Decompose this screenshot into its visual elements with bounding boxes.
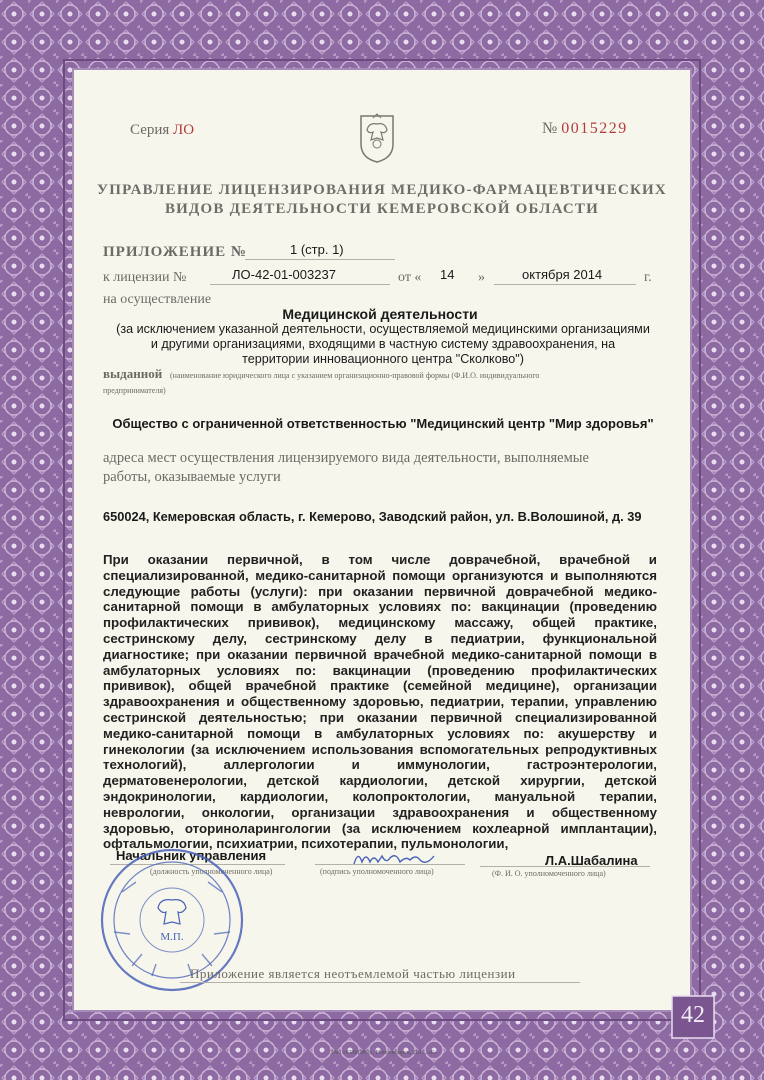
license-value: ЛО-42-01-003237 [232, 267, 336, 282]
license-label: к лицензии № [103, 270, 187, 285]
head-name-note: (Ф. И. О. уполномоченного лица) [492, 869, 606, 878]
number-field [542, 120, 628, 138]
license-underline [210, 284, 390, 285]
appendix-value: 1 (стр. 1) [290, 242, 344, 257]
appendix-underline [245, 259, 395, 260]
issued-note-1: (наименование юридического лица с указанием организационно-правовой формы (Ф.И.О. индивидуального [170, 371, 540, 380]
activity-title: Медицинской деятельности [282, 306, 478, 322]
stamp-mp-text: М.П. [160, 931, 184, 943]
coat-of-arms-icon [355, 110, 399, 164]
footer-underline [180, 982, 580, 983]
number-label: № [542, 120, 558, 137]
activity-label: на осуществление [103, 292, 212, 307]
authority-heading-line2: ВИДОВ ДЕЯТЕЛЬНОСТИ КЕМЕРОВСКОЙ ОБЛАСТИ [164, 201, 600, 217]
date-suffix: г. [644, 270, 652, 285]
series-value: ЛО [173, 122, 195, 138]
signature-note: (подпись уполномоченного лица) [320, 867, 434, 876]
date-underline [494, 284, 636, 285]
date-day: 14 [440, 267, 455, 282]
activity-note-2: и другими организациями, входящими в частную систему здравоохранения, на [150, 337, 616, 351]
footer-text: Приложение является неотъемлемой частью лицензии [190, 966, 516, 981]
series-label: Серия [130, 122, 170, 138]
date-close: » [478, 270, 485, 285]
address-label-1: адреса мест осуществления лицензируемого вида деятельности, выполняемые [103, 450, 589, 466]
issued-label: выданной [103, 366, 163, 381]
head-title-note: (должность уполномоченного лица) [150, 867, 273, 876]
appendix-label: ПРИЛОЖЕНИЕ № [103, 244, 247, 260]
printer-note: ЗАО «СИБПРО», Новосибирск, 2013, «Б» [330, 1050, 438, 1056]
address-label-2: работы, оказываемые услуги [103, 469, 281, 485]
page-number: 42 [681, 1002, 705, 1028]
address-value: 650024, Кемеровская область, г. Кемерово, Заводский район, ул. В.Волошиной, д. 39 [103, 509, 642, 524]
activity-note-1: (за исключением указанной деятельности, осуществляемой медицинскими организациями [116, 322, 650, 336]
head-title: Начальник управления [116, 848, 267, 863]
authority-heading-line1: УПРАВЛЕНИЕ ЛИЦЕНЗИРОВАНИЯ МЕДИКО-ФАРМАЦЕВТИЧЕСКИХ [97, 182, 667, 198]
series-field [130, 122, 194, 139]
date-from: от « [398, 270, 422, 285]
head-name: Л.А.Шабалина [545, 853, 638, 868]
number-value: 0015229 [561, 120, 628, 137]
date-month-year: октября 2014 [522, 267, 603, 282]
issued-note-2: предпринимателя) [103, 386, 166, 395]
signature-underline [315, 864, 465, 865]
services-text: При оказании первичной, в том числе доврачебной, врачебной и специализированной, медико-санитарной помощи организуются и выполняются следующие работы (услуги): при оказании первичной доврачебной медико-санитарной помощи в амбулаторных условиях по: вакцинации (проведению профилактических прививок), медицинскому массажу, общей практике, сестринскому делу, сестринскому делу в педиатрии, функциональной диагностике; при оказании первичной врачебной медико-санитарной помощи в амбулаторных условиях по: вакцинации (проведению профилактических прививок), общей врачебной практике (семейной медицине), организации здравоохранения и общественному здоровью, педиатрии, терапии, управлению сестринской деятельностью; при оказании первичной специализированной медико-санитарной помощи в амбулаторных условиях по: акушерству и гинекологии (за исключением использования вспомогательных репродуктивных технологий), аллергологии и иммунологии, гастроэнтерологии, дерматовенерологии, детской кардиологии, детской хирургии, детской эндокринологии, кардиологии, колопроктологии, мануальной терапии, неврологии, онкологии, организации здравоохранения и общественному здоровью, оториноларингологии (за исключением кохлеарной имплантации), офтальмологии, психиатрии, психотерапии, пульмонологии, [103, 552, 657, 852]
organization-name: Общество с ограниченной ответственностью "Медицинский центр "Мир здоровья" [112, 416, 654, 431]
head-name-underline [480, 866, 650, 867]
activity-note-3: территории инновационного центра "Сколково") [242, 352, 524, 366]
